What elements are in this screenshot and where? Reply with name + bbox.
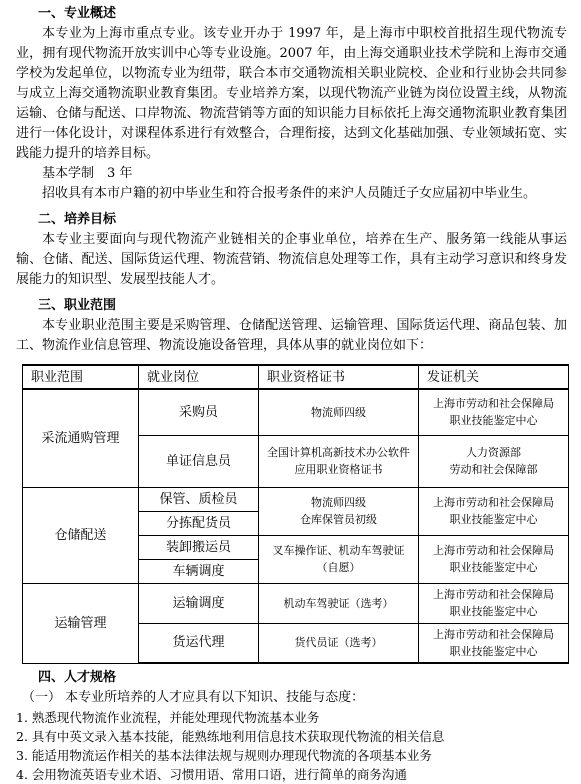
issuer-line: 职业技能鉴定中心 [449, 644, 538, 658]
table-row [23, 487, 569, 511]
job-cell: 车辆调度 [139, 559, 259, 583]
issuer-line: 上海市劳动和社会保障局 [433, 397, 554, 411]
cert-cell: 物流师四级 [259, 389, 419, 435]
list-item: 2. 具有中英文录入基本技能，能熟练地利用信息技术获取现代物流的相关信息 [16, 729, 445, 744]
issuer-cell [419, 389, 569, 435]
table-header-cell: 职业范围 [23, 365, 139, 389]
section4-heading: 四、人才规格 [38, 670, 117, 685]
talent-list [16, 708, 567, 784]
issuer-cell [419, 583, 569, 623]
section1-paragraph: 本专业为上海市重点专业。该专业开办于 1997 年，是上海市中职校首批招生现代物流专业，拥有现代物流开放实训中心等专业设施。2007 年，由上海交通职业技术学院和上海市交通学校为发起单位，以物流专业为纽带，联合本市交通物流相关职业院校、企业和行业协会共同参与成立上海交通物流职业教育集团。专业培养方案，以现代物流产业链为岗位设置主线，从物流运输、仓储与配送、口岸物流、物流营销等方面的知识能力目标依托上海交通物流职业教育集团进行一体化设计，对课程体系进行有效整合，合理衔接，达到文化基础加强、专业领域拓宽、实践能力提升的培养目标。 [16, 26, 567, 161]
cert-cell [259, 487, 419, 535]
issuer-line: 职业技能鉴定中心 [449, 605, 538, 618]
document-page [16, 4, 567, 784]
job-cell: 装卸搬运员 [139, 535, 259, 559]
table-row [23, 389, 569, 435]
cert-line: （自愿） [316, 561, 361, 574]
section2-heading: 二、培养目标 [38, 212, 117, 227]
cert-line: 叉车操作证、机动车驾驶证 [272, 544, 405, 557]
area-cell: 运输管理 [23, 583, 139, 663]
area-cell: 仓储配送 [23, 487, 139, 583]
list-item: 1. 熟悉现代物流作业流程，并能处理现代物流基本业务 [16, 710, 320, 725]
table-header-row [23, 365, 569, 389]
table-header-cell: 职业资格证书 [259, 365, 419, 389]
issuer-line: 职业技能鉴定中心 [449, 513, 538, 526]
issuer-cell [419, 435, 569, 487]
issuer-line: 职业技能鉴定中心 [449, 414, 538, 428]
cert-cell: 机动车驾驶证（选考） [259, 583, 419, 623]
cert-line: 仓库保管员初级 [300, 513, 377, 526]
section2-paragraph: 本专业主要面向与现代物流产业链相关的企事业单位，培养在生产、服务第一线能从事运输、仓储、配送、国际货运代理、物流营销、物流信息处理等工作，具有主动学习意识和终身发展能力的知识型、发展型技能人才。 [16, 232, 567, 287]
issuer-cell [419, 535, 569, 583]
issuer-line: 劳动和社会保障部 [449, 463, 538, 476]
issuer-line: 职业技能鉴定中心 [449, 561, 538, 574]
issuer-line: 上海市劳动和社会保障局 [433, 496, 554, 509]
study-duration: 基本学制 3 年 [42, 166, 133, 181]
issuer-line: 上海市劳动和社会保障局 [433, 627, 554, 641]
list-item: 4. 会用物流英语专业术语、习惯用语、常用口语，进行简单的商务沟通 [16, 767, 407, 782]
career-table [22, 364, 569, 664]
cert-cell [259, 535, 419, 583]
cert-cell: 货代员证（选考） [259, 623, 419, 663]
table-header-cell: 发证机关 [419, 365, 569, 389]
cert-line: 物流师四级 [311, 496, 366, 509]
list-item: 3. 能适用物流运作相关的基本法律法规与规则办理现代物流的各项基本业务 [16, 748, 432, 763]
job-cell: 货运代理 [139, 623, 259, 663]
issuer-line: 上海市劳动和社会保障局 [433, 588, 554, 601]
job-cell: 分拣配货员 [139, 511, 259, 535]
job-cell: 保管、质检员 [139, 487, 259, 511]
cert-cell: 全国计算机高新技术办公软件应用职业资格证书 [259, 435, 419, 487]
section3-heading: 三、职业范围 [38, 298, 117, 313]
section1-heading: 一、专业概述 [38, 6, 117, 21]
issuer-cell [419, 487, 569, 535]
section3-paragraph: 本专业职业范围主要是采购管理、仓储配送管理、运输管理、国际货运代理、商品包装、加工、物流作业信息管理、物流设施设备管理，具体从事的就业岗位如下： [16, 318, 567, 353]
issuer-line: 上海市劳动和社会保障局 [433, 544, 554, 557]
issuer-cell [419, 623, 569, 663]
job-cell: 单证信息员 [139, 435, 259, 487]
job-cell: 运输调度 [139, 583, 259, 623]
section4-subheading: （一） 本专业所培养的人才应具有以下知识、技能与态度： [22, 690, 365, 705]
table-header-cell: 就业岗位 [139, 365, 259, 389]
area-cell: 采流通购管理 [23, 389, 139, 487]
job-cell: 采购员 [139, 389, 259, 435]
table-row [23, 583, 569, 623]
issuer-line: 人力资源部 [466, 446, 521, 459]
admission-requirement: 招收具有本市户籍的初中毕业生和符合报考条件的来沪人员随迁子女应届初中毕业生。 [42, 186, 537, 201]
